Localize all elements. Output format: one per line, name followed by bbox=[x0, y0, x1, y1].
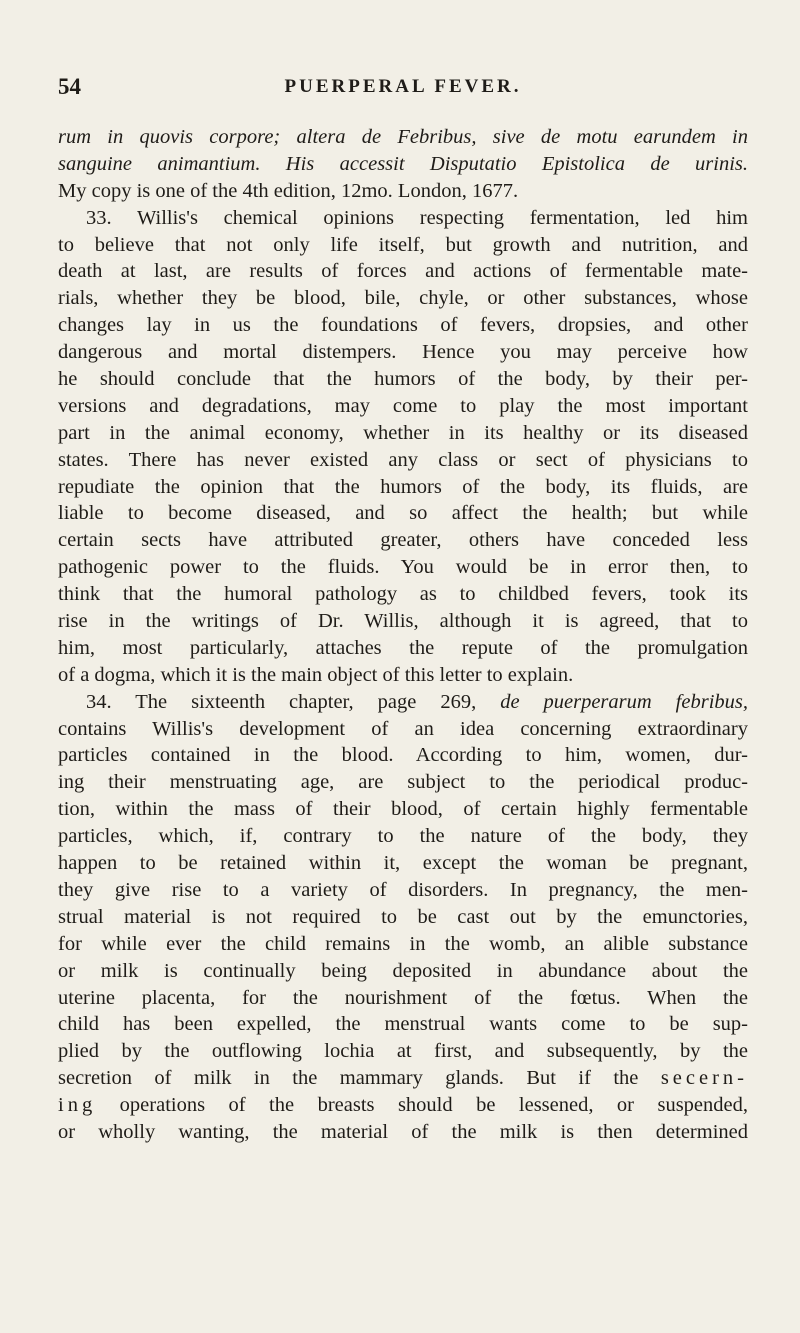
text-line bbox=[58, 823, 748, 850]
text-segment: My copy is one of the 4th edition, 12mo. London, 1677. bbox=[58, 179, 519, 202]
text-segment: dangerous and mortal distempers. Hence you may perceive how bbox=[58, 341, 748, 364]
text-line bbox=[58, 500, 748, 527]
text-segment: ing their menstruating age, are subject to the periodical produc- bbox=[58, 771, 748, 794]
text-line bbox=[58, 1065, 748, 1092]
spaced-text: ing bbox=[58, 1094, 97, 1117]
text-line bbox=[58, 1092, 748, 1119]
text-line bbox=[58, 850, 748, 877]
text-line bbox=[58, 393, 748, 420]
text-segment: he should conclude that the humors of the body, by their per- bbox=[58, 368, 748, 391]
text-segment: for while ever the child remains in the womb, an alible substance bbox=[58, 932, 748, 955]
text-line bbox=[58, 769, 748, 796]
text-line bbox=[58, 689, 748, 716]
italic-text: sanguine animantium. His accessit Disputatio Epistolica de urinis. bbox=[58, 152, 748, 175]
text-line bbox=[58, 662, 748, 689]
text-segment: secretion of milk in the mammary glands. But if the bbox=[58, 1067, 661, 1090]
text-segment: child has been expelled, the menstrual wants come to be sup- bbox=[58, 1013, 748, 1036]
italic-text: rum in quovis corpore; altera de Febribus, sive de motu earundem in bbox=[58, 126, 748, 148]
running-title: PUERPERAL FEVER. bbox=[284, 76, 522, 97]
spaced-text: secern- bbox=[660, 1067, 748, 1090]
text-segment: versions and degradations, may come to play the most important bbox=[58, 394, 748, 417]
text-segment: contains Willis's development of an idea concerning extraordinary bbox=[58, 717, 748, 740]
text-segment: death at last, are results of forces and actions of fermentable mate- bbox=[58, 260, 748, 283]
text-line bbox=[58, 339, 748, 366]
text-line bbox=[58, 904, 748, 931]
text-line bbox=[58, 931, 748, 958]
text-segment: think that the humoral pathology as to childbed fevers, took its bbox=[58, 583, 748, 606]
text-segment: tion, within the mass of their blood, of certain highly fermentable bbox=[58, 798, 748, 821]
text-segment: him, most particularly, attaches the repute of the promulgation bbox=[58, 636, 748, 659]
text-segment: of a dogma, which it is the main object of this letter to explain. bbox=[58, 663, 574, 686]
text-segment: or milk is continually being deposited in abundance about the bbox=[58, 959, 748, 982]
text-line bbox=[58, 958, 748, 985]
text-segment: plied by the outflowing lochia at first, and subsequently, by the bbox=[58, 1040, 748, 1063]
text-line bbox=[58, 474, 748, 501]
text-line bbox=[58, 635, 748, 662]
text-line bbox=[58, 527, 748, 554]
text-line bbox=[58, 985, 748, 1012]
text-line bbox=[58, 420, 748, 447]
text-segment: particles contained in the blood. According to him, women, dur- bbox=[58, 744, 748, 767]
text-segment: changes lay in us the foundations of fevers, dropsies, and other bbox=[58, 314, 748, 337]
book-page bbox=[58, 0, 748, 1333]
text-line bbox=[58, 554, 748, 581]
text-line bbox=[58, 1119, 748, 1146]
text-line bbox=[58, 1038, 748, 1065]
text-line bbox=[58, 608, 748, 635]
text-segment: operations of the breasts should be lessened, or suspended, bbox=[96, 1094, 748, 1117]
text-line bbox=[58, 151, 748, 178]
text-segment: or wholly wanting, the material of the milk is then determined bbox=[58, 1120, 748, 1143]
text-segment: particles, which, if, contrary to the nature of the body, they bbox=[58, 825, 748, 848]
text-segment: part in the animal economy, whether in its healthy or its diseased bbox=[58, 421, 748, 444]
text-line bbox=[58, 366, 748, 393]
text-segment: uterine placenta, for the nourishment of the fœtus. When the bbox=[58, 986, 748, 1009]
text-line bbox=[58, 716, 748, 743]
page-number: 54 bbox=[58, 74, 81, 99]
text-line bbox=[58, 796, 748, 823]
text-line bbox=[58, 581, 748, 608]
text-line bbox=[58, 742, 748, 769]
text-line bbox=[58, 447, 748, 474]
text-line bbox=[58, 258, 748, 285]
body-text bbox=[58, 124, 748, 1146]
text-segment: happen to be retained within it, except the woman be pregnant, bbox=[58, 852, 748, 875]
text-segment: to believe that not only life itself, but growth and nutrition, and bbox=[58, 233, 748, 256]
text-line bbox=[58, 285, 748, 312]
text-line bbox=[58, 1011, 748, 1038]
text-segment: 33. Willis's chemical opinions respecting fermentation, led him bbox=[86, 206, 748, 229]
text-line bbox=[58, 205, 748, 232]
text-segment: strual material is not required to be cast out by the emunctories, bbox=[58, 905, 748, 928]
text-segment: they give rise to a variety of disorders. In pregnancy, the men- bbox=[58, 878, 748, 901]
text-segment: repudiate the opinion that the humors of the body, its fluids, are bbox=[58, 475, 748, 498]
text-segment: rials, whether they be blood, bile, chyle, or other substances, whose bbox=[58, 287, 748, 310]
text-segment: rise in the writings of Dr. Willis, although it is agreed, that to bbox=[58, 610, 748, 633]
text-segment: states. There has never existed any class or sect of physicians to bbox=[58, 448, 748, 471]
text-line bbox=[58, 124, 748, 151]
text-segment: liable to become diseased, and so affect the health; but while bbox=[58, 502, 748, 525]
text-line bbox=[58, 178, 748, 205]
text-segment: 34. The sixteenth chapter, page 269, bbox=[86, 690, 501, 713]
text-line bbox=[58, 877, 748, 904]
text-segment: certain sects have attributed greater, others have conceded less bbox=[58, 529, 748, 552]
text-segment: pathogenic power to the fluids. You would be in error then, to bbox=[58, 556, 748, 579]
running-head bbox=[58, 74, 748, 104]
text-line bbox=[58, 312, 748, 339]
italic-text: de puerperarum febribus, bbox=[500, 690, 748, 713]
text-line bbox=[58, 232, 748, 259]
